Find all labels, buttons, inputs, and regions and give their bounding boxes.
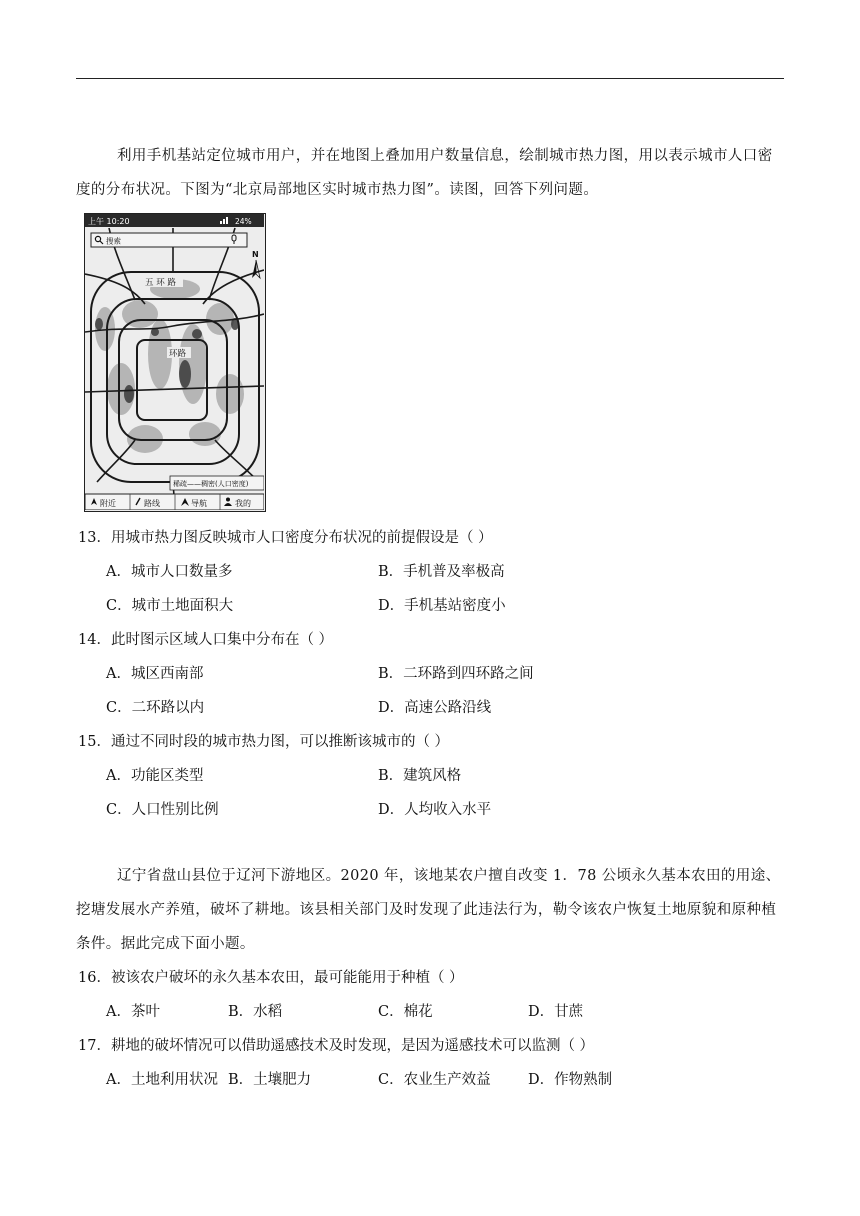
nav-nearby-label: 附近	[100, 499, 116, 508]
status-battery: 24%	[235, 217, 252, 226]
q14-option-a[interactable]: A．城区西南部	[106, 666, 204, 682]
question-15-stem: 15．通过不同时段的城市热力图，可以推断该城市的（ ）	[78, 734, 450, 750]
heatmap-svg	[85, 214, 264, 510]
q15-option-a[interactable]: A．功能区类型	[106, 768, 204, 784]
q14-option-d[interactable]: D．高速公路沿线	[378, 700, 492, 716]
q17-option-c[interactable]: C．农业生产效益	[378, 1072, 491, 1088]
ring2-label: 环路	[169, 349, 187, 359]
q15-option-b[interactable]: B．建筑风格	[378, 768, 462, 784]
ring5-label: 五 环 路	[145, 278, 176, 288]
status-time: 上午 10:20	[88, 217, 130, 226]
q13-option-c[interactable]: C．城市土地面积大	[106, 598, 234, 614]
question-13-stem: 13．用城市热力图反映城市人口密度分布状况的前提假设是（ ）	[78, 530, 493, 546]
q14-option-c[interactable]: C．二环路以内	[106, 700, 205, 716]
map-search-placeholder: 搜索	[106, 236, 121, 246]
passage-intro-text: 利用手机基站定位城市用户，并在地图上叠加用户数量信息，绘制城市热力图，用以表示城市人口密度的分布状况。下图为“北京局部地区实时城市热力图”。读图，回答下列问题。	[76, 148, 773, 198]
density-legend-label: 稀疏——稠密(人口密度)	[173, 480, 249, 488]
q16-option-b[interactable]: B．水稻	[228, 1004, 283, 1020]
q15-option-c[interactable]: C．人口性别比例	[106, 802, 219, 818]
q13-option-a[interactable]: A．城市人口数量多	[106, 564, 233, 580]
q16-option-d[interactable]: D．甘蔗	[528, 1004, 584, 1020]
nav-route-label: 路线	[144, 499, 160, 508]
q16-option-a[interactable]: A．茶叶	[106, 1004, 160, 1020]
q16-option-c[interactable]: C．棉花	[378, 1004, 433, 1020]
q13-option-b[interactable]: B．手机普及率极高	[378, 564, 505, 580]
north-label: N	[252, 250, 259, 259]
heatmap-figure	[84, 213, 266, 512]
q17-option-b[interactable]: B．土壤肥力	[228, 1072, 312, 1088]
nav-mine-label: 我的	[235, 499, 251, 508]
question-16-stem: 16．被该农户破坏的永久基本农田，最可能能用于种植（ ）	[78, 970, 464, 986]
north-arrow-icon	[252, 260, 260, 278]
passage-intro	[76, 139, 784, 207]
q17-option-d[interactable]: D．作物熟制	[528, 1072, 613, 1088]
passage-farmland	[76, 859, 784, 961]
radial-roads	[85, 228, 264, 510]
header-rule	[76, 78, 784, 79]
question-17-stem: 17．耕地的破坏情况可以借助遥感技术及时发现，是因为遥感技术可以监测（ ）	[78, 1038, 595, 1054]
q15-option-d[interactable]: D．人均收入水平	[378, 802, 492, 818]
ring-road-3	[119, 320, 227, 440]
question-14-stem: 14．此时图示区域人口集中分布在（ ）	[78, 632, 334, 648]
q13-option-d[interactable]: D．手机基站密度小	[378, 598, 506, 614]
q14-option-b[interactable]: B．二环路到四环路之间	[378, 666, 534, 682]
q17-option-a[interactable]: A．土地利用状况	[106, 1072, 218, 1088]
passage-farmland-text: 辽宁省盘山县位于辽河下游地区。2020 年，该地某农户擅自改变 1．78 公顷永久基本农田的用途、挖塘发展水产养殖，破坏了耕地。该县相关部门及时发现了此违法行为，勒令该农户恢复土地原貌和原种植条件。据此完成下面小题。	[76, 868, 781, 952]
nav-navigation-label: 导航	[191, 499, 207, 508]
